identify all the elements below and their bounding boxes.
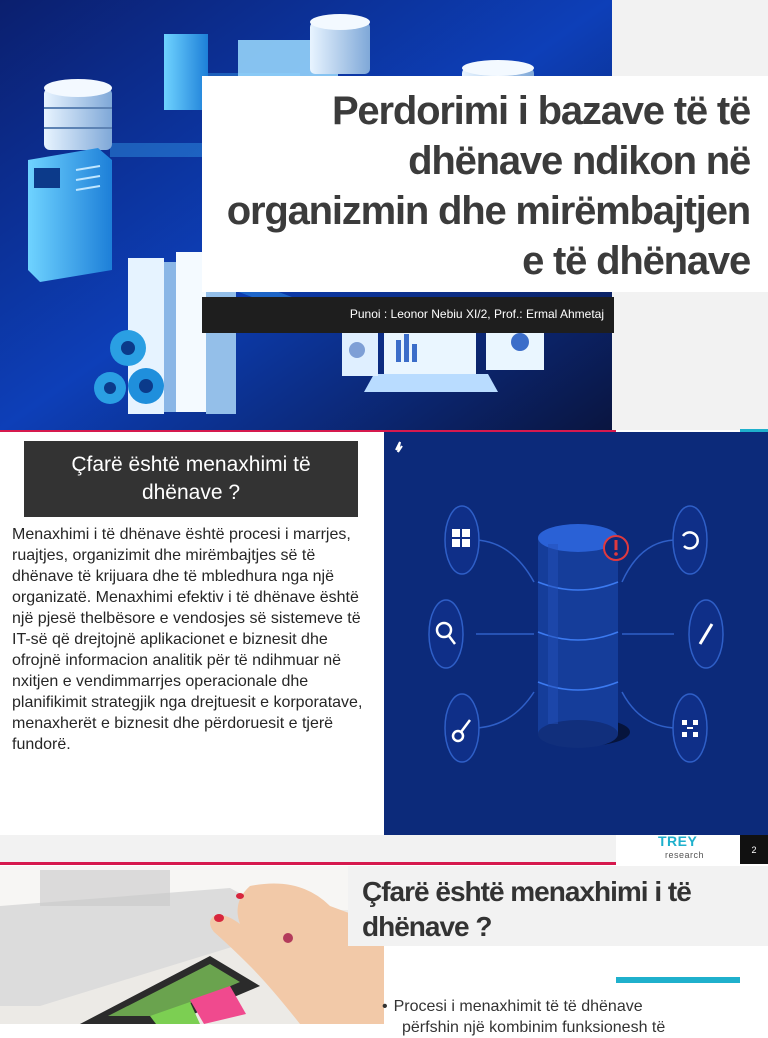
apps-icon	[445, 506, 479, 574]
content-slide-partial	[0, 866, 768, 1036]
body-text: Menaxhimi i të dhënave është procesi i marrjes, ruajtjes, organizimit dhe mirëmbajtjes së të dhënave të krijuara dhe të mbledhura nga një organizatë. Menaxhimi efektiv i të dhënave është një pjesë thelbësore e vendosjes së sistemeve të IT-së që drejtojnë aplikacionet e biznesit dhe ofrojnë informacion analitik për të ndihmuar në nxitjen e vendimmarrjes operacionale dhe planifikimit strategjik nga drejtuesit e korporatave, menaxherët e biznesit dhe përdoruesit e tjerë fundorë.	[12, 526, 363, 753]
slide-title-line-2: dhënave ?	[362, 911, 492, 942]
logo-wordmark: TREY	[658, 833, 698, 849]
title-slide	[0, 0, 768, 430]
slide-title: Perdorimi i bazave të të dhënave ndikon në organizmin dhe mirëmbajtjen e të dhënave	[226, 89, 750, 283]
heading-box	[24, 441, 358, 517]
bullet-text: Procesi i menaxhimit të të dhënave	[393, 998, 643, 1015]
author-text: Punoi : Leonor Nebiu XI/2, Prof.: Ermal Ahmetaj	[349, 307, 604, 321]
bullet-item	[382, 996, 762, 1017]
alert-icon	[604, 536, 628, 560]
database-icon	[44, 79, 112, 150]
search-icon	[429, 600, 463, 668]
database-icon	[538, 524, 618, 748]
bullet-icon: •	[382, 998, 388, 1015]
pen-icon	[689, 600, 723, 668]
content-slide	[0, 432, 768, 864]
slide-footer	[0, 835, 616, 864]
slide-divider	[0, 862, 616, 865]
page-number: 2	[751, 844, 757, 855]
server-icon	[28, 148, 112, 282]
accent-bar	[616, 977, 740, 983]
bullet-continuation: përfshin një kombinim funksionesh të	[402, 1019, 666, 1036]
network-icon	[673, 694, 707, 762]
slide-heading: Çfarë është menaxhimi të dhënave ?	[71, 453, 311, 504]
author-bar	[202, 297, 614, 333]
key-icon	[445, 694, 479, 762]
refresh-icon	[673, 506, 707, 574]
title-box	[202, 76, 768, 292]
slide-title-line-1: Çfarë është menaxhimi i të	[362, 876, 691, 907]
keyboard-photo	[0, 866, 384, 1024]
page-number-box	[740, 835, 768, 864]
database-icon	[310, 14, 370, 74]
logo-subtitle: research	[665, 850, 705, 860]
data-management-illustration	[384, 432, 768, 835]
